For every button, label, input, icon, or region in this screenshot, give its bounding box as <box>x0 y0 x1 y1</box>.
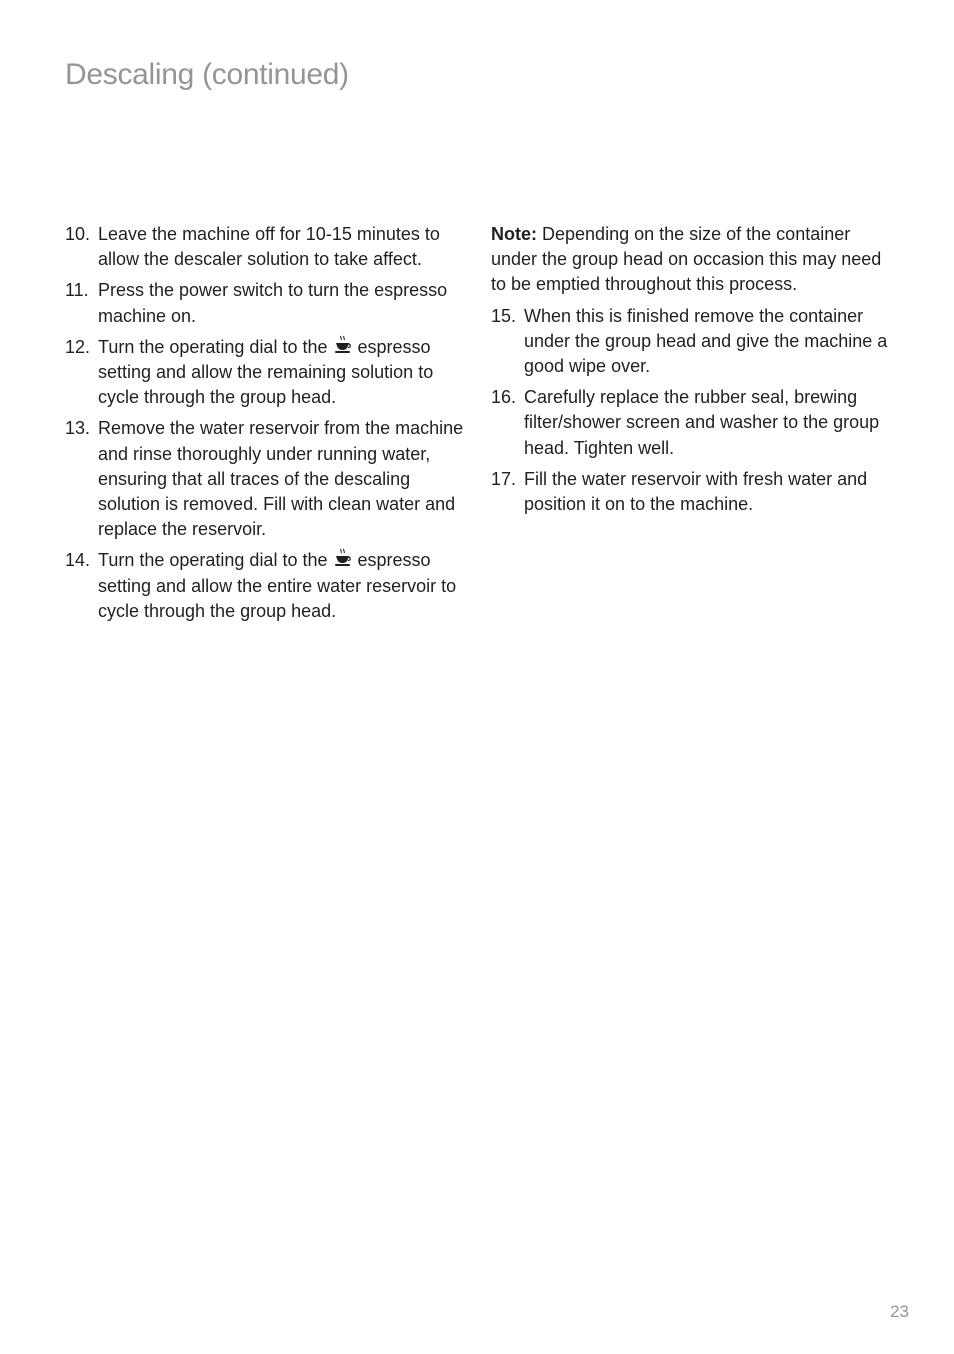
step-text-after-icon: espresso setting and allow the remaining solution to cycle through the group head. <box>98 336 434 408</box>
page-title: Descaling (continued) <box>65 58 349 91</box>
step-number: 15. <box>491 305 517 326</box>
step-text: Press the power switch to turn the espresso machine on. <box>98 280 448 326</box>
page-number: 23 <box>890 1302 909 1321</box>
step-11 <box>65 278 465 328</box>
step-text: Leave the machine off for 10-15 minutes to allow the descaler solution to take affect. <box>98 224 440 270</box>
step-text-before-icon: Turn the operating dial to the <box>98 550 328 571</box>
note-label: Note: <box>491 224 537 244</box>
step-number: 12. <box>65 336 91 357</box>
right-column <box>491 222 891 523</box>
step-number: 17. <box>491 468 517 489</box>
left-column <box>65 222 465 630</box>
step-16 <box>491 385 891 461</box>
espresso-cup-icon <box>334 548 351 568</box>
step-text: Remove the water reservoir from the machine and rinse thoroughly under running water, ensuring that all traces of the descaling solution is removed. Fill with clean water and replace the reservoir. <box>98 418 464 540</box>
step-15 <box>491 304 891 380</box>
step-13 <box>65 416 465 542</box>
step-number: 10. <box>65 224 91 244</box>
step-number: 14. <box>65 550 91 571</box>
step-text: Carefully replace the rubber seal, brewing filter/shower screen and washer to the group head. Tighten well. <box>524 387 880 458</box>
step-text: When this is finished remove the container under the group head and give the machine a good wipe over. <box>524 305 888 377</box>
step-14 <box>65 548 465 624</box>
step-10 <box>65 222 465 272</box>
note-paragraph <box>491 222 891 298</box>
note-text: Depending on the size of the container under the group head on occasion this may need to be emptied throughout this process. <box>491 224 882 295</box>
steps-list-right <box>491 304 891 518</box>
step-text-after-icon: espresso setting and allow the entire water reservoir to cycle through the group head. <box>98 550 457 621</box>
steps-list-left <box>65 222 465 624</box>
step-number: 16. <box>491 387 517 408</box>
step-12 <box>65 335 465 411</box>
step-text-before-icon: Turn the operating dial to the <box>98 336 328 357</box>
espresso-cup-icon <box>334 335 351 355</box>
step-text: Fill the water reservoir with fresh water and position it on to the machine. <box>524 468 868 515</box>
step-17 <box>491 467 891 517</box>
step-number: 13. <box>65 418 91 439</box>
step-number: 11. <box>65 280 89 301</box>
